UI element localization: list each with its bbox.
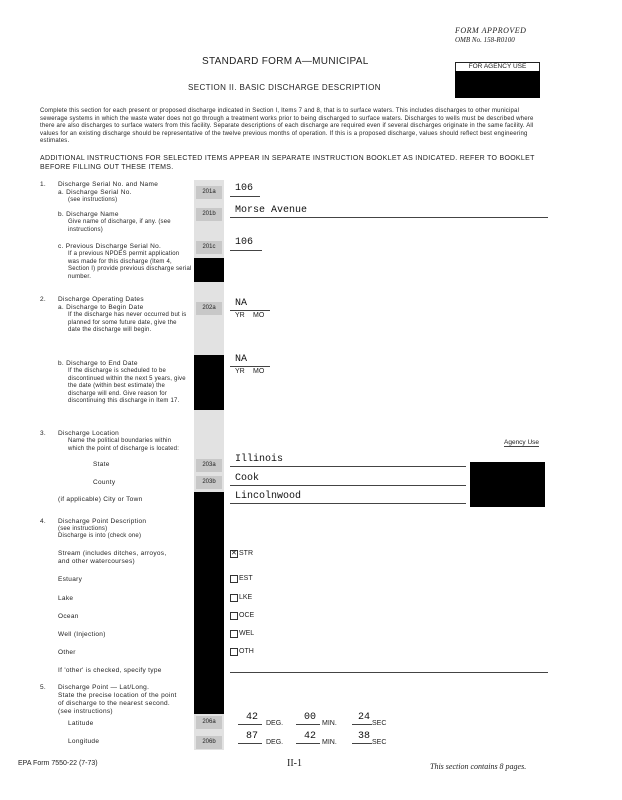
underline [230, 466, 466, 467]
estuary-checkbox[interactable] [230, 575, 238, 583]
item4-title: Discharge Point Description [58, 518, 147, 525]
code-206b: 206b [196, 736, 222, 749]
code-201c: 201c [196, 241, 222, 254]
item2-title: Discharge Operating Dates [58, 296, 144, 303]
agency-use-small: Agency Use [504, 439, 540, 446]
pages-note: This section contains 8 pages. [430, 762, 527, 771]
county-label: County [93, 479, 116, 486]
longitude-label: Longitude [68, 738, 100, 745]
option-estuary-label: Estuary [58, 576, 83, 583]
ocean-checkbox[interactable] [230, 612, 238, 620]
lat-deg-unit: DEG. [266, 720, 284, 727]
redacted-block [470, 462, 545, 507]
option-lake-label: Lake [58, 595, 74, 602]
lon-sec-value[interactable]: 38 [358, 731, 371, 742]
item2b-sub: If the discharge is scheduled to be discontinued within the next 5 years, give the date (within best estimate) the discharge will end. Give reason for discontinuing this discharge in Item 17. [68, 368, 186, 404]
underline [238, 743, 262, 744]
lon-deg-unit: DEG. [266, 739, 284, 746]
underline [296, 724, 320, 725]
lake-code: LKE [239, 594, 253, 601]
stream-code: STR [239, 550, 253, 557]
other-specify-label: If 'other' is checked, specify type [58, 667, 162, 674]
code-201a: 201a [196, 186, 222, 199]
code-201b: 201b [196, 208, 222, 221]
other-code: OTH [239, 648, 254, 655]
redacted-block [194, 355, 224, 410]
lat-sec-value[interactable]: 24 [358, 712, 371, 723]
intro-paragraph: Complete this section for each present or proposed discharge indicated in Section I, Items 7 and 8, that is to surface waters. This includes discharges to other municipal sewerage systems in which the waste water does not go through a treatment works prior to being discharged to surface waters. Discharges to wells must be described where there are also discharges to surface waters from this facility. Separate descriptions of each discharge are required even if several discharges originate in the same facility. All values for an existing discharge should be representative of the twelve previous months of operation. If this is a proposed discharge, values should reflect best engineering estimates. [40, 108, 534, 144]
redacted-block [455, 71, 540, 98]
lake-checkbox[interactable] [230, 594, 238, 602]
item1a-label: a. Discharge Serial No. [58, 189, 132, 196]
well-code: WEL [239, 630, 255, 637]
begin-date-value[interactable]: NA [235, 298, 248, 309]
item1a-sub: (see instructions) [68, 197, 118, 203]
underline [230, 217, 548, 218]
lat-min-unit: MIN. [322, 720, 337, 727]
agency-use-label: FOR AGENCY USE [455, 62, 540, 72]
item4-sub2: Discharge is into (check one) [58, 533, 142, 539]
underline [238, 724, 262, 725]
estuary-code: EST [239, 575, 253, 582]
discharge-serial-value[interactable]: 106 [235, 183, 254, 194]
item2b-label: b. Discharge to End Date [58, 360, 138, 367]
item1b-label: b. Discharge Name [58, 211, 119, 218]
underline [230, 485, 466, 486]
city-label: (if applicable) City or Town [58, 496, 143, 503]
item1-title: Discharge Serial No. and Name [58, 181, 159, 188]
option-other-label: Other [58, 649, 76, 656]
city-value[interactable]: Lincolnwood [235, 491, 302, 502]
end-date-value[interactable]: NA [235, 354, 248, 365]
item1c-sub: If a previous NPDES permit application was made for this discharge (Item 4, Section I) provide previous discharge serial number. [68, 251, 192, 280]
form-approved: FORM APPROVED [455, 26, 527, 35]
section-title: SECTION II. BASIC DISCHARGE DESCRIPTION [188, 83, 381, 92]
end-yr-label: YR [235, 368, 245, 375]
lat-deg-value[interactable]: 42 [246, 712, 259, 723]
lat-min-value[interactable]: 00 [304, 712, 317, 723]
underline [230, 310, 270, 311]
begin-mo-label: MO [253, 312, 265, 319]
county-value[interactable]: Cook [235, 473, 260, 484]
underline [230, 366, 270, 367]
item2-number: 2. [40, 296, 47, 303]
item1c-label: c. Previous Discharge Serial No. [58, 243, 162, 250]
form-title: STANDARD FORM A—MUNICIPAL [202, 56, 369, 67]
underline [352, 743, 372, 744]
underline [230, 196, 260, 197]
lon-deg-value[interactable]: 87 [246, 731, 259, 742]
redacted-block [194, 492, 224, 714]
lon-min-unit: MIN. [322, 739, 337, 746]
code-203b: 203b [196, 476, 222, 489]
code-202a: 202a [196, 302, 222, 315]
code-206a: 206a [196, 716, 222, 729]
state-value[interactable]: Illinois [235, 454, 284, 465]
item5-number: 5. [40, 684, 47, 691]
item1-number: 1. [40, 181, 47, 188]
underline [296, 743, 320, 744]
option-stream-label: Stream (includes ditches, arroyos, and other watercourses) [58, 550, 167, 565]
latitude-label: Latitude [68, 720, 94, 727]
lat-sec-unit: SEC [372, 720, 387, 727]
well-checkbox[interactable] [230, 630, 238, 638]
option-well-label: Well (Injection) [58, 631, 106, 638]
item5-title: Discharge Point — Lat/Long. [58, 684, 150, 691]
other-specify-field[interactable] [230, 672, 548, 673]
end-mo-label: MO [253, 368, 265, 375]
code-203a: 203a [196, 459, 222, 472]
additional-instructions: ADDITIONAL INSTRUCTIONS FOR SELECTED ITEMS APPEAR IN SEPARATE INSTRUCTION BOOKLET AS INDICATED. REFER TO BOOKLET BEFORE FILLING OUT THESE ITEMS. [40, 155, 535, 171]
item2a-label: a. Discharge to Begin Date [58, 304, 144, 311]
page-number: II-1 [287, 758, 302, 769]
begin-yr-label: YR [235, 312, 245, 319]
item2a-sub: If the discharge has never occurred but is planned for some future date, give the date the discharge will begin. [68, 312, 187, 333]
form-number: EPA Form 7550-22 (7-73) [18, 760, 98, 767]
underline [352, 724, 372, 725]
omb-number: OMB No. 158-R0100 [455, 36, 515, 44]
item5-sub: State the precise location of the point of discharge to the nearest second. (see instructions) [58, 692, 177, 715]
option-ocean-label: Ocean [58, 613, 79, 620]
ocean-code: OCE [239, 612, 255, 619]
state-label: State [93, 461, 110, 468]
item3-sub: Name the political boundaries within which the point of discharge is located: [68, 438, 180, 452]
lon-min-value[interactable]: 42 [304, 731, 317, 742]
other-checkbox[interactable] [230, 648, 238, 656]
item4-sub1: (see instructions) [58, 526, 108, 532]
discharge-name-value[interactable]: Morse Avenue [235, 205, 308, 216]
item1b-sub: Give name of discharge, if any. (see instructions) [68, 219, 171, 233]
item3-title: Discharge Location [58, 430, 120, 437]
underline [230, 503, 466, 504]
lon-sec-unit: SEC [372, 739, 387, 746]
redacted-block [194, 258, 224, 282]
item3-number: 3. [40, 430, 47, 437]
underline [230, 250, 262, 251]
item4-number: 4. [40, 518, 47, 525]
stream-checkbox[interactable] [230, 550, 238, 558]
previous-serial-value[interactable]: 106 [235, 237, 254, 248]
